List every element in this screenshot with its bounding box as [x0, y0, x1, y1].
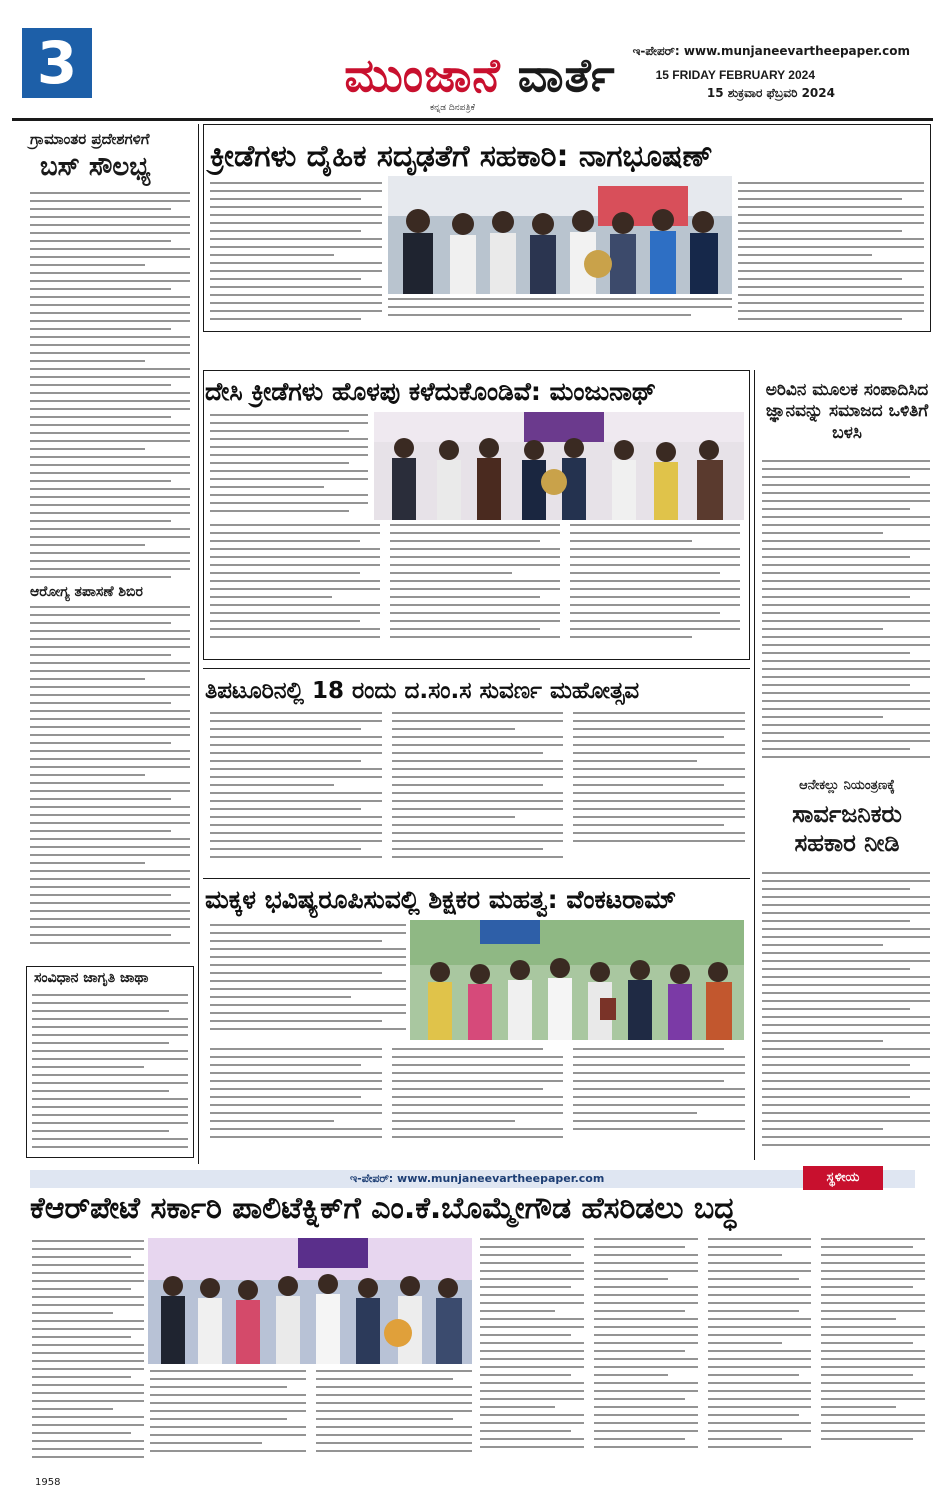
- right-body-1: [762, 460, 930, 768]
- teacher-top-rule: [203, 878, 750, 879]
- sports-body-2: [738, 182, 924, 328]
- teacher-body-1: [210, 924, 406, 1042]
- teacher-body-2: [210, 1048, 745, 1160]
- right-body-2: [762, 872, 930, 1158]
- teacher-headline: ಮಕ್ಕಳ ಭವಿಷ್ಯರೂಪಿಸುವಲ್ಲಿ ಶಿಕ್ಷಕರ ಮಹತ್ವ: ವೆಂಕಟರಾಮ್: [205, 885, 676, 914]
- knr-year: 1958: [35, 1477, 61, 1488]
- left-kicker: ಗ್ರಾಮಾಂತರ ಪ್ರದೇಶಗಳಿಗೆ: [30, 130, 150, 148]
- left-headline: ಬಸ್ ಸೌಲಭ್ಯ: [40, 152, 151, 182]
- epaper-link-bottom[interactable]: ಇ-ಪೇಪರ್: www.munjaneevartheepaper.com: [350, 1172, 605, 1185]
- brand-title: [330, 48, 630, 104]
- left-body-bus: [30, 192, 190, 582]
- sports-headline: ಕ್ರೀಡೆಗಳು ದೈಹಿಕ ಸದೃಢತೆಗೆ ಸಹಕಾರಿ: ನಾಗಭೂಷಣ್: [210, 139, 713, 174]
- teacher-photo: [410, 920, 744, 1040]
- desi-body-1: [210, 414, 368, 518]
- samvidhana-head: ಸಂವಿಧಾನ ಜಾಗೃತಿ ಜಾಥಾ: [34, 970, 149, 986]
- knr-body-2: [150, 1370, 472, 1470]
- brand-subtitle: ಕನ್ನಡ ದಿನಪತ್ರಿಕೆ: [430, 103, 476, 113]
- tiptur-top-rule: [203, 668, 750, 669]
- brand-title-part1: ಮುಂಜಾನೆ: [344, 48, 501, 102]
- left-body-samvidhana: [32, 994, 188, 1154]
- desi-body-2: [210, 524, 740, 654]
- section-badge: ಸ್ಥಳೀಯ: [803, 1166, 883, 1190]
- knr-photo: [148, 1238, 472, 1364]
- date-english: 15 FRIDAY FEBRUARY 2024: [655, 68, 815, 82]
- tiptur-headline: ತಿಪಟೂರಿನಲ್ಲಿ 18 ರಂದು ದ.ಸಂ.ಸ ಸುವರ್ಣ ಮಹೋತ್ಸವ: [205, 678, 640, 704]
- knr-headline: ಕೆಆರ್‌ಪೇಟೆ ಸರ್ಕಾರಿ ಪಾಲಿಟೆಕ್ನಿಕ್‌ಗೆ ಎಂ.ಕೆ.ಬೊಮ್ಮೇಗೌಡ ಹೆಸರಿಡಲು ಬದ್ಧ: [30, 1191, 736, 1226]
- brand-title-part2: ವಾರ್ತೆ: [517, 48, 616, 102]
- right-kicker-2: ಆನೇಕಲ್ಲು ನಿಯಂತ್ರಣಕ್ಕೆ: [799, 778, 895, 793]
- tiptur-body: [210, 712, 745, 872]
- masthead-divider: [12, 118, 933, 121]
- left-body-health: [30, 606, 190, 956]
- sports-photo: [388, 176, 732, 294]
- right-col-rule: [754, 370, 755, 1160]
- sports-body-1: [210, 182, 382, 328]
- right-headline-1: ಅರಿವಿನ ಮೂಲಕ ಸಂಪಾದಿಸಿದ ಜ್ಞಾನವನ್ನು ಸಮಾಜದ ಒಳಿತಿಗೆ ಬಳಸಿ: [765, 380, 929, 443]
- desi-headline: ದೇಸಿ ಕ್ರೀಡೆಗಳು ಹೊಳಪು ಕಳೆದುಕೊಂಡಿವೆ: ಮಂಜುನಾಥ್: [205, 377, 657, 406]
- left-col-rule: [198, 124, 199, 1164]
- knr-body-1: [32, 1240, 144, 1470]
- knr-body-3: [480, 1238, 925, 1470]
- epaper-link-top[interactable]: ಇ-ಪೇಪರ್: www.munjaneevartheepaper.com: [632, 44, 910, 58]
- page-number: 3: [22, 28, 92, 98]
- health-camp-head: ಆರೋಗ್ಯ ತಪಾಸಣೆ ಶಿಬಿರ: [30, 584, 143, 600]
- desi-photo: [374, 412, 744, 520]
- date-kannada: 15 ಶುಕ್ರವಾರ ಫೆಬ್ರವರಿ 2024: [706, 86, 835, 100]
- sports-photo-caption: [388, 298, 732, 328]
- right-headline-2: ಸಾರ್ವಜನಿಕರು ಸಹಕಾರ ನೀಡಿ: [792, 800, 902, 857]
- epaper-bar: [30, 1170, 915, 1188]
